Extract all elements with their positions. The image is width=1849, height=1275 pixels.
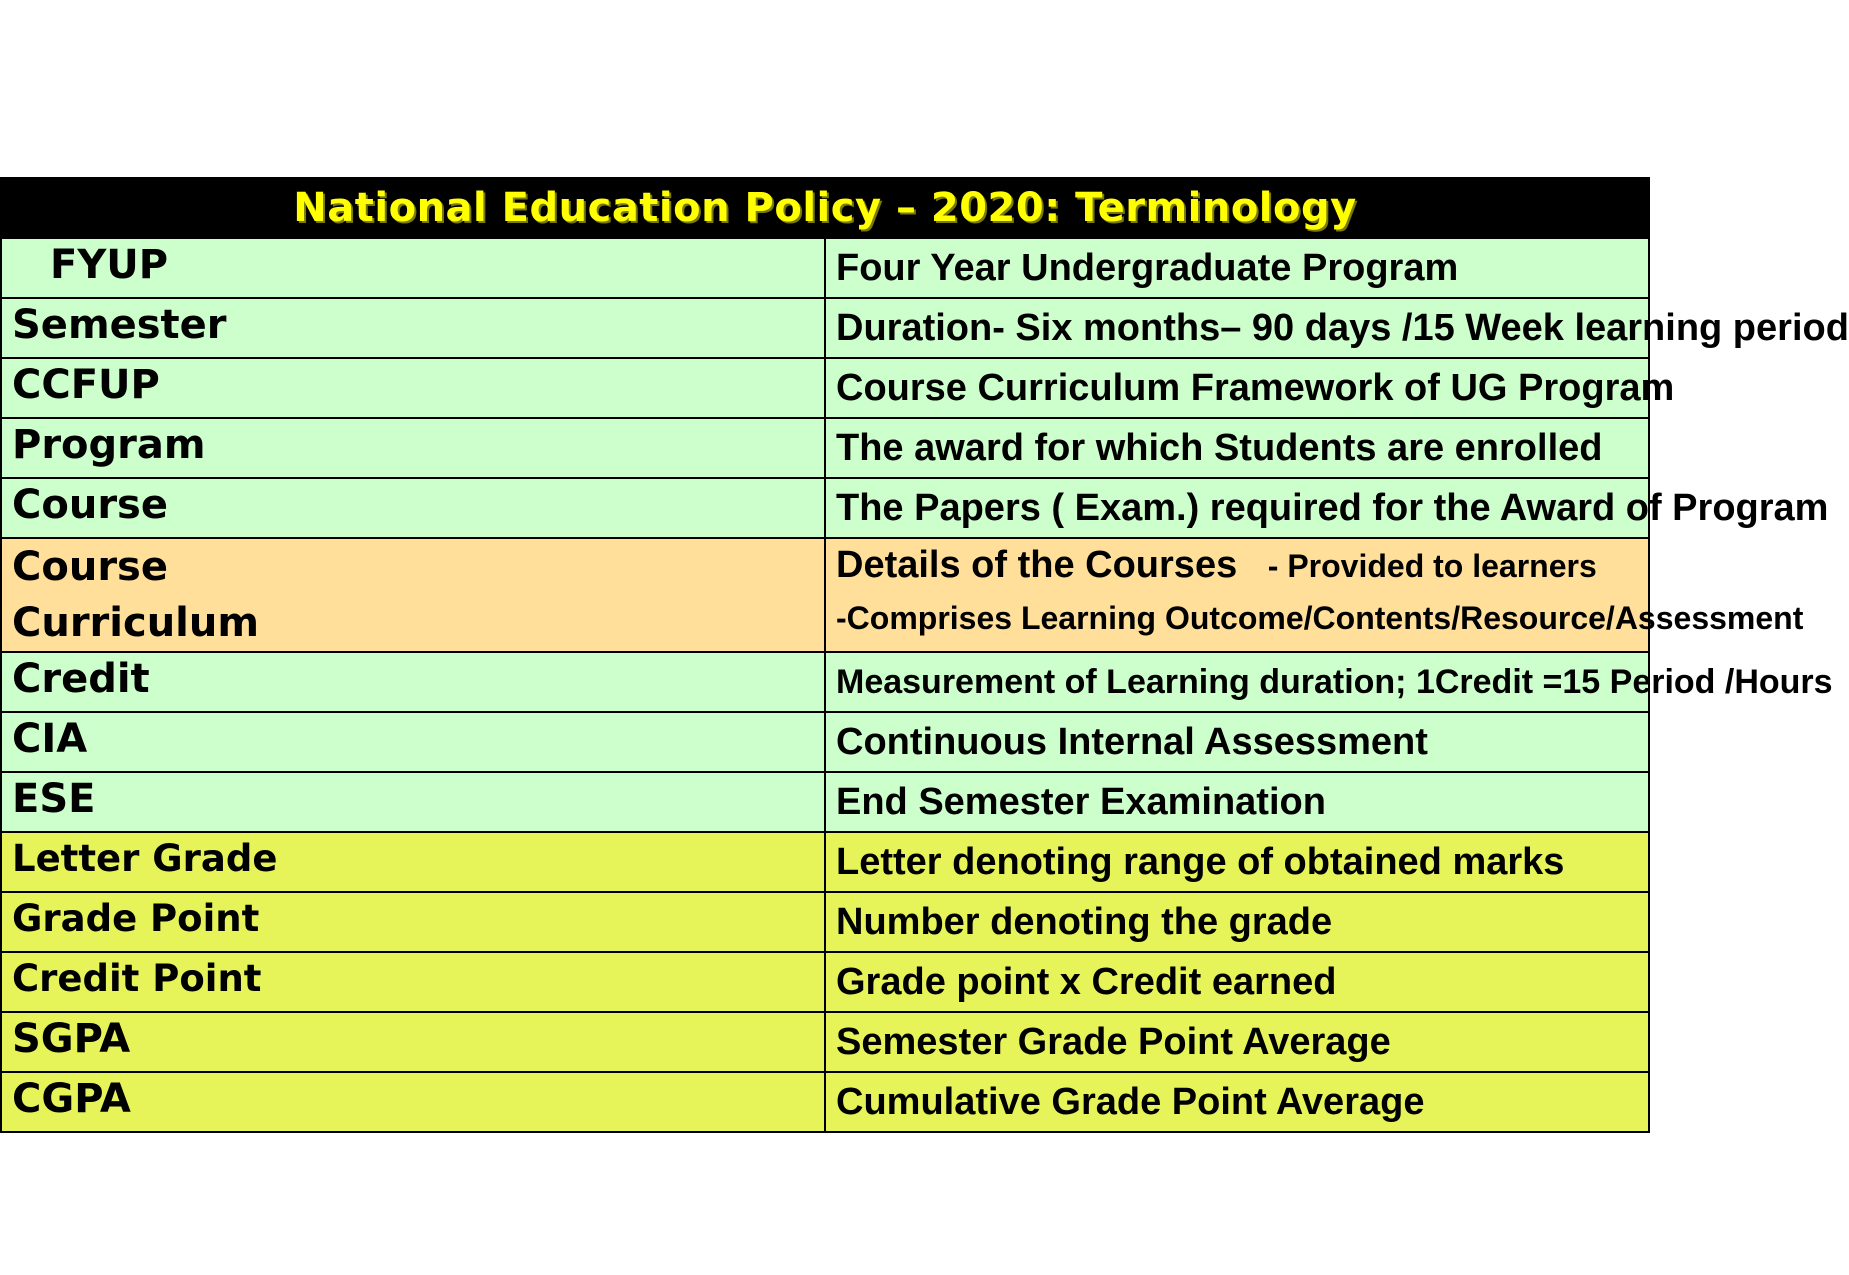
term-cell: Credit: [1, 652, 825, 712]
term-cell: Credit Point: [1, 952, 825, 1012]
table-row: [1, 1072, 1649, 1132]
table-row: [1, 832, 1649, 892]
term-cell: SGPA: [1, 1012, 825, 1072]
term-cell: [1, 538, 825, 652]
table-row: [1, 238, 1649, 298]
definition-cell: Measurement of Learning duration; 1Credit =15 Period /Hours: [825, 652, 1649, 712]
definition-note: - Provided to learners: [1267, 548, 1597, 584]
term-cell: Program: [1, 418, 825, 478]
term-cell: Grade Point: [1, 892, 825, 952]
definition-cell: End Semester Examination: [825, 772, 1649, 832]
term-cell: FYUP: [1, 238, 825, 298]
term-cell: Semester: [1, 298, 825, 358]
definition-cell: Grade point x Credit earned: [825, 952, 1649, 1012]
table-row: [1, 538, 1649, 652]
term-line: Course: [12, 544, 168, 590]
term-cell: CGPA: [1, 1072, 825, 1132]
term-cell: CCFUP: [1, 358, 825, 418]
definition-cell: Continuous Internal Assessment: [825, 712, 1649, 772]
table-row: [1, 358, 1649, 418]
table-row: [1, 478, 1649, 538]
table-row: [1, 892, 1649, 952]
definition-cell: [825, 538, 1804, 652]
title-row: [1, 178, 1649, 238]
term-cell: Letter Grade: [1, 832, 825, 892]
terminology-table: [0, 177, 1849, 1133]
term-cell: CIA: [1, 712, 825, 772]
table-row: [1, 298, 1649, 358]
table-row: [1, 952, 1649, 1012]
term-cell: ESE: [1, 772, 825, 832]
definition-cell: Four Year Undergraduate Program: [825, 238, 1649, 298]
table-row: [1, 652, 1649, 712]
definition-line: [836, 539, 1648, 592]
table-title: National Education Policy – 2020: Terminology: [1, 178, 1649, 238]
definition-cell: The Papers ( Exam.) required for the Award of Program: [825, 478, 1649, 538]
definition-cell: Cumulative Grade Point Average: [825, 1072, 1649, 1132]
table-row: [1, 1012, 1649, 1072]
table-row: [1, 772, 1649, 832]
table-row: [1, 418, 1649, 478]
table-row: [1, 712, 1649, 772]
term-line: Curriculum: [12, 600, 260, 646]
definition-cell: Number denoting the grade: [825, 892, 1649, 952]
term-cell: Course: [1, 478, 825, 538]
definition-cell: Semester Grade Point Average: [825, 1012, 1649, 1072]
definition-cell: Letter denoting range of obtained marks: [825, 832, 1649, 892]
definition-line: -Comprises Learning Outcome/Contents/Resource/Assessment: [836, 600, 1804, 636]
definition-main: Details of the Courses: [836, 544, 1238, 586]
definition-cell: The award for which Students are enrolled: [825, 418, 1649, 478]
definition-cell: Duration- Six months– 90 days /15 Week learning period: [825, 298, 1649, 358]
definition-cell: Course Curriculum Framework of UG Program: [825, 358, 1649, 418]
